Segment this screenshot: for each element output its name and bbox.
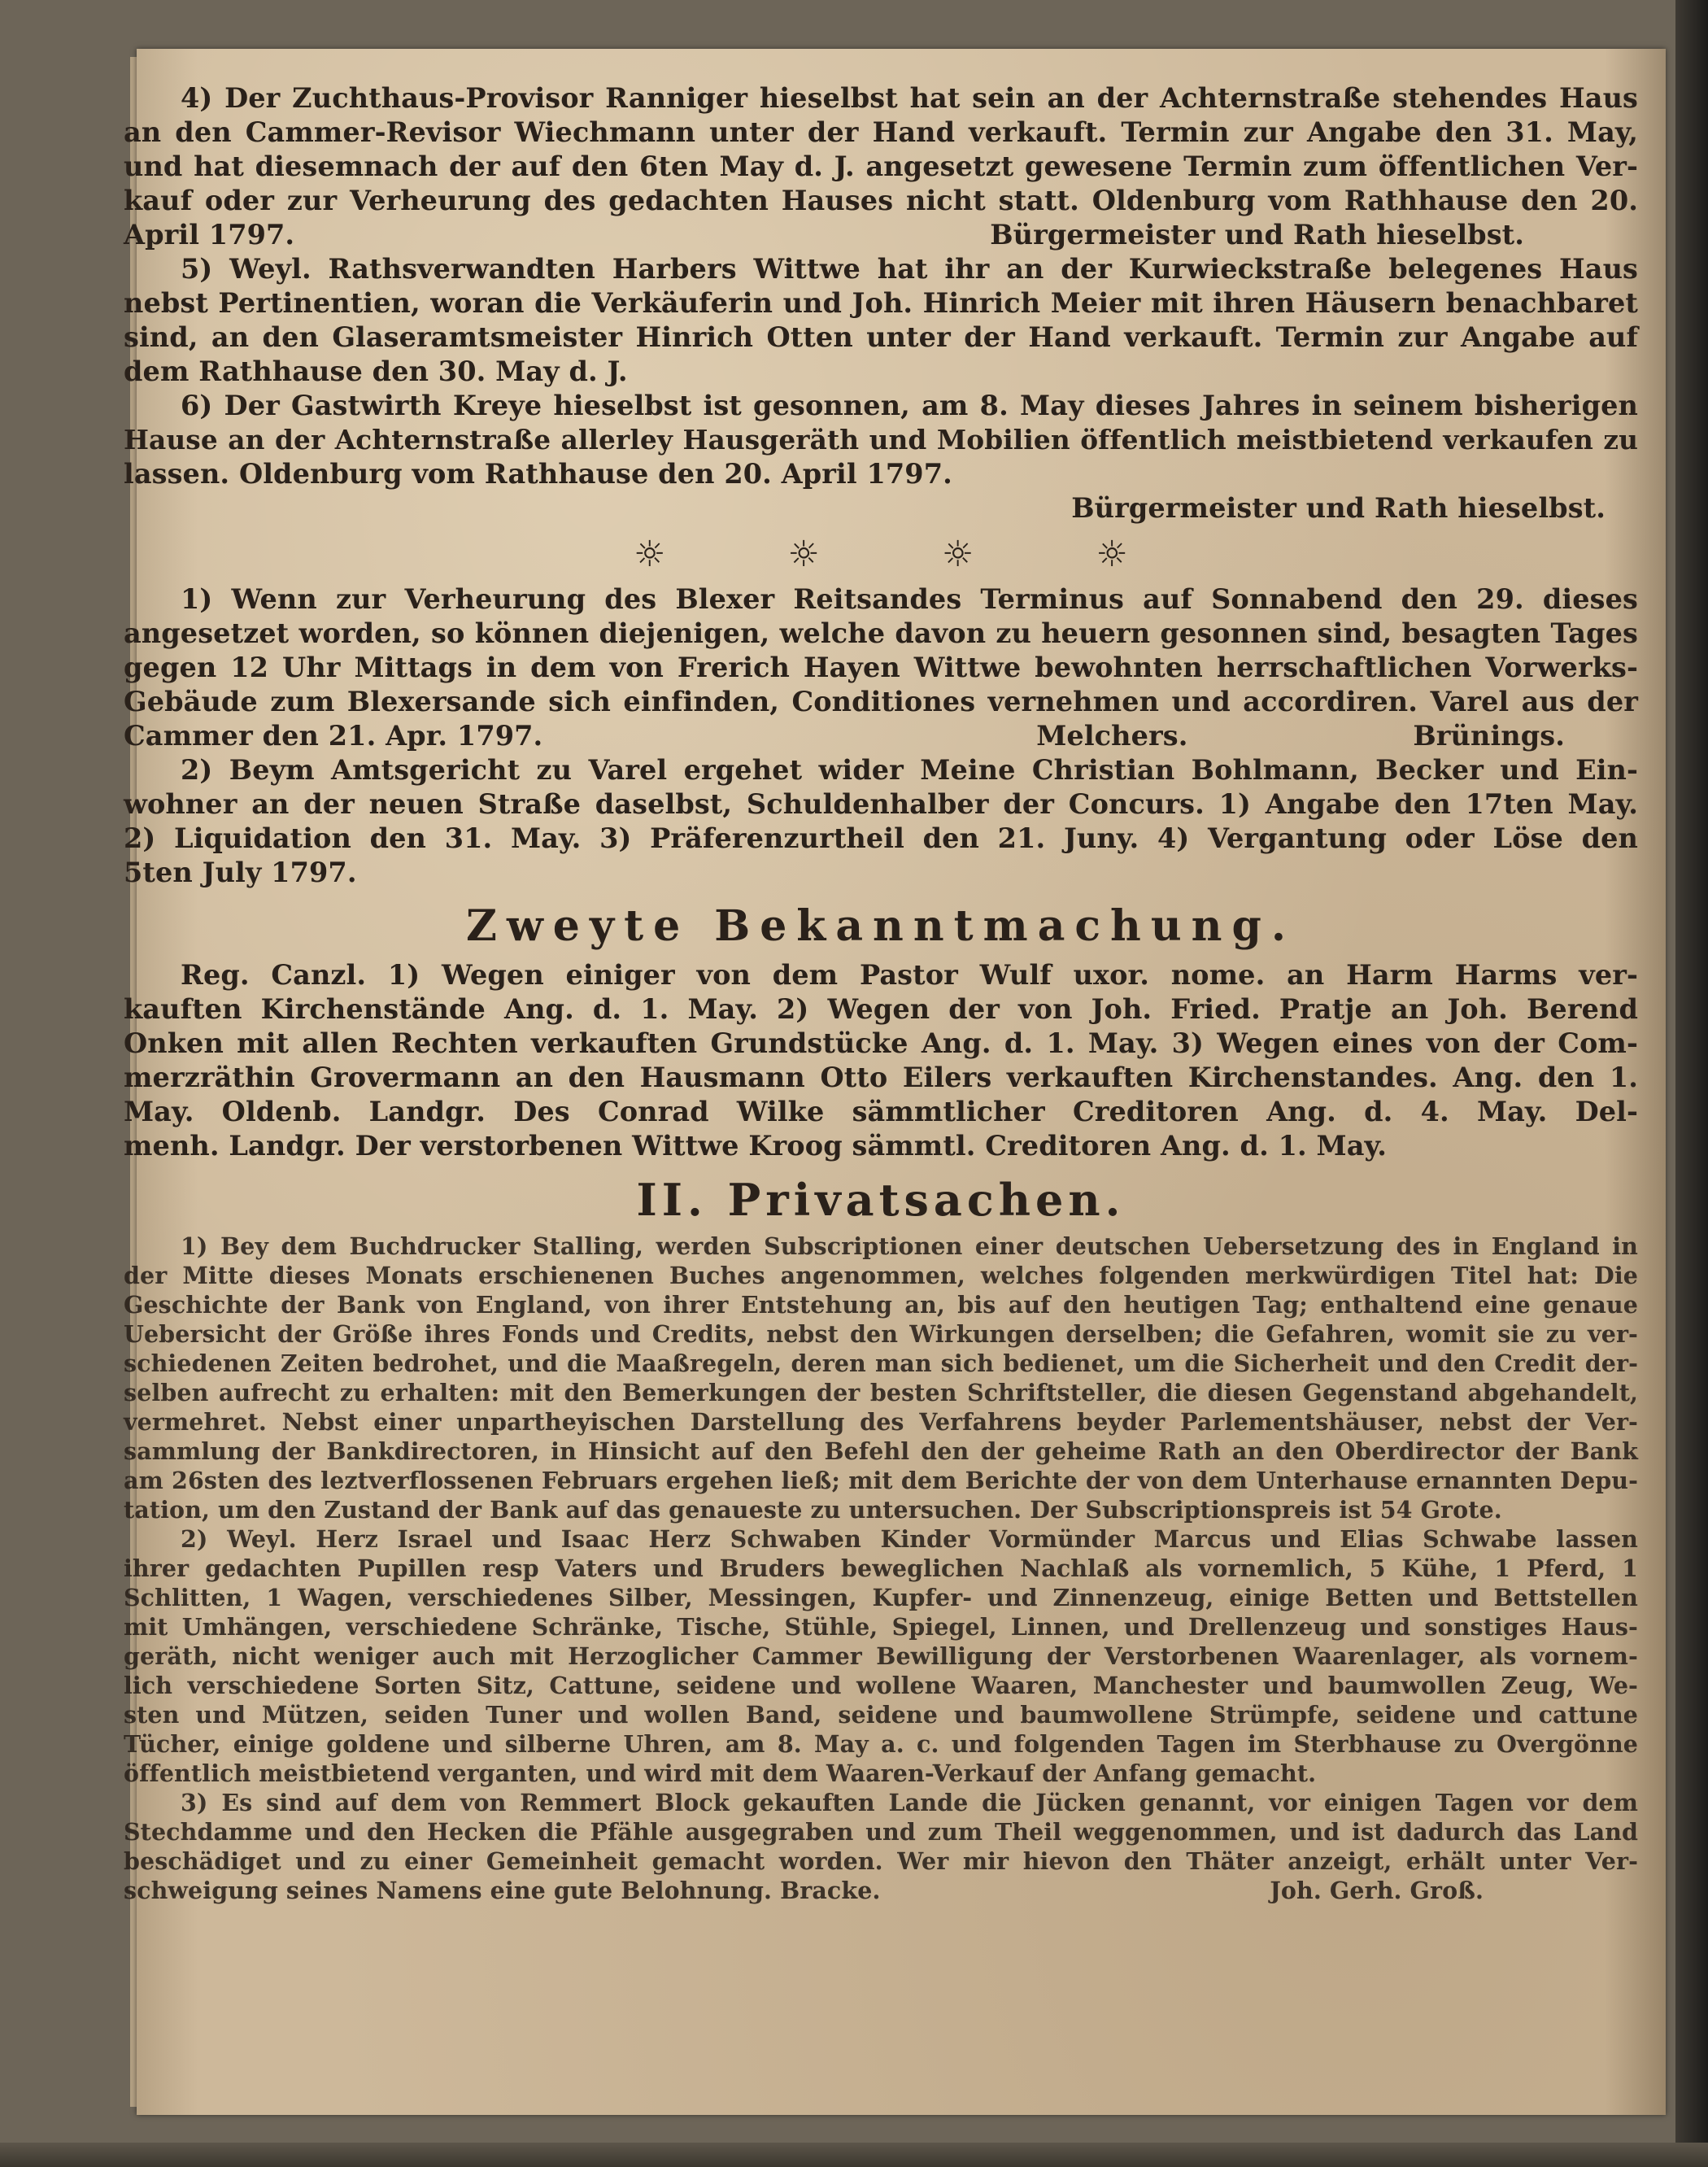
text-line: nebst Pertinentien, woran die Verkäuferin und Joh. Hinrich Meier mit ihren Häusern benachbaret: [124, 287, 1638, 319]
text-line: lich verschiedene Sorten Sitz, Cattune, seidene und wollene Waaren, Manchester und baumwollen Zeug, We-: [124, 1672, 1638, 1699]
varel-notice-1: [124, 582, 1638, 753]
varel-notice-2: [124, 753, 1638, 890]
notice-6: [124, 389, 1638, 525]
signature-text: Bürgermeister und Rath hieselbst.: [1071, 492, 1606, 524]
text-line: Hause an der Achternstraße allerley Hausgeräth und Mobilien öffentlich meistbietend verkaufen zu: [124, 424, 1638, 456]
text-line: schiedenen Zeiten bedrohet, und die Maaßregeln, deren man sich bedienet, um die Sicherheit und den Credit der-: [124, 1349, 1638, 1377]
sun-star-icon: ☼: [942, 534, 974, 575]
text-line: der Mitte dieses Monats erschienenen Buches angenommen, welches folgenden merkwürdigen Titel hat: Die: [124, 1262, 1638, 1289]
signature-line: [124, 1876, 1638, 1905]
text-line: 5) Weyl. Rathsverwandten Harbers Wittwe hat ihr an der Kurwieckstraße belegenes Haus: [181, 253, 1638, 285]
notice-5: [124, 252, 1638, 389]
text-line: 2) Beym Amtsgericht zu Varel ergehet wider Meine Christian Bohlmann, Becker und Ein-: [181, 754, 1638, 786]
text-line: Onken mit allen Rechten verkauften Grundstücke Ang. d. 1. May. 3) Wegen eines von der Com-: [124, 1027, 1638, 1059]
star-separator: [124, 530, 1638, 579]
text-line: menh. Landgr. Der verstorbenen Wittwe Kroog sämmtl. Creditoren Ang. d. 1. May.: [124, 1130, 1388, 1162]
text-line: Tücher, einige goldene und silberne Uhren, am 8. May a. c. und folgenden Tagen im Sterbhause zu Overgönne: [124, 1730, 1638, 1758]
text-line: an den Cammer-Revisor Wiechmann unter der Hand verkauft. Termin zur Angabe den 31. May,: [124, 116, 1638, 148]
text-line: gegen 12 Uhr Mittags in dem von Frerich Hayen Wittwe bewohnten herrschaftlichen Vorwerks-: [124, 652, 1638, 683]
text-line: geräth, nicht weniger auch mit Herzoglicher Cammer Bewilligung der Verstorbenen Waarenlager, als vornem-: [124, 1642, 1638, 1670]
text-line: Uebersicht der Größe ihres Fonds und Credits, nebst den Wirkungen derselben; die Gefahren, womit sie zu ver-: [124, 1320, 1638, 1348]
date-text: April 1797.: [124, 219, 295, 251]
text-line: öffentlich meistbietend verganten, und wird mit dem Waaren-Verkauf der Anfang gemacht.: [124, 1759, 1317, 1787]
text-line: lassen. Oldenburg vom Rathhause den 20. April 1797.: [124, 458, 952, 490]
signature-text: Bürgermeister und Rath hieselbst.: [990, 219, 1524, 251]
text-line: und hat diesemnach der auf den 6ten May d. J. angesetzt gewesene Termin zum öffentlichen Ver-: [124, 150, 1638, 182]
text-fragment: schweigung seines Namens eine gute Belohnung. Bracke.: [124, 1877, 881, 1904]
text-line: tation, um den Zustand der Bank auf das genaueste zu untersuchen. Der Subscriptionspreis ist 54 Grote.: [124, 1496, 1502, 1524]
section-heading: II. Privatsachen.: [636, 1174, 1126, 1226]
private-notice-2: [124, 1524, 1638, 1788]
text-line: Stechdamme und den Hecken die Pfähle ausgegraben und zum Theil weggenommen, und ist dadurch das Land: [124, 1818, 1638, 1846]
sun-star-icon: ☼: [787, 534, 820, 575]
private-notice-3: [124, 1788, 1638, 1905]
text-line: Reg. Canzl. 1) Wegen einiger von dem Pastor Wulf uxor. nome. an Harm Harms ver-: [181, 959, 1638, 991]
signature-line: [124, 719, 1638, 753]
text-line: kauften Kirchenstände Ang. d. 1. May. 2) Wegen der von Joh. Fried. Pratje an Joh. Berend: [124, 993, 1638, 1025]
text-line: sammlung der Bankdirectoren, in Hinsicht auf den Befehl den der geheime Rath an den Oberdirector der Bank: [124, 1437, 1638, 1465]
signature-line: [124, 218, 1638, 252]
text-line: 6) Der Gastwirth Kreye hieselbst ist gesonnen, am 8. May dieses Jahres in seinem bisherigen: [181, 390, 1638, 421]
scan-bottom-edge: [0, 2143, 1708, 2167]
text-line: May. Oldenb. Landgr. Des Conrad Wilke sämmtlicher Creditoren Ang. d. 4. May. Del-: [124, 1096, 1638, 1127]
text-line: Schlitten, 1 Wagen, verschiedenes Silber, Messingen, Kupfer- und Zinnenzeug, einige Betten und Bettstellen: [124, 1584, 1638, 1611]
page-text: [124, 81, 1638, 1905]
text-line: wohner an der neuen Straße daselbst, Schuldenhalber der Concurs. 1) Angabe den 17ten May.: [124, 788, 1638, 820]
section-heading: Zweyte Bekanntmachung.: [466, 901, 1296, 951]
text-line: 4) Der Zuchthaus-Provisor Ranniger hieselbst hat sein an der Achternstraße stehendes Haus: [181, 82, 1638, 114]
date-text: Cammer den 21. Apr. 1797.: [124, 720, 543, 752]
text-line: Gebäude zum Blexersande sich einfinden, Conditiones vernehmen und accordiren. Varel aus der: [124, 686, 1638, 717]
text-line: merzräthin Grovermann an den Hausmann Otto Eilers verkauften Kirchenstandes. Ang. den 1.: [124, 1062, 1638, 1093]
text-line: vermehret. Nebst einer unpartheyischen Darstellung des Verfahrens beyder Parlementshäuser, nebst der Ver-: [124, 1408, 1638, 1436]
text-line: sind, an den Glaseramtsmeister Hinrich Otten unter der Hand verkauft. Termin zur Angabe auf: [124, 321, 1638, 353]
text-line: sten und Mützen, seiden Tuner und wollen Band, seidene und baumwollene Strümpfe, seidene und cattune: [124, 1701, 1638, 1729]
signature-text: Brünings.: [1413, 720, 1565, 752]
sun-star-icon: ☼: [634, 534, 666, 575]
text-line: 1) Bey dem Buchdrucker Stalling, werden Subscriptionen einer deutschen Uebersetzung des in England in: [181, 1232, 1638, 1260]
signature-text: Joh. Gerh. Groß.: [1270, 1877, 1484, 1904]
private-notices: [124, 1232, 1638, 1905]
text-line: angesetzet worden, so können diejenigen, welche davon zu heuern gesonnen sind, besagten Tages: [124, 617, 1638, 649]
notice-4: [124, 81, 1638, 252]
text-line: am 26sten des leztverflossenen Februars ergehen ließ; mit dem Berichte der von dem Unterhause ernannten Depu-: [124, 1467, 1638, 1494]
book-binding-edge: [1675, 0, 1708, 2167]
text-line: 2) Weyl. Herz Israel und Isaac Herz Schwaben Kinder Vormünder Marcus und Elias Schwabe lassen: [181, 1525, 1638, 1553]
second-announcement: [124, 958, 1638, 1163]
text-line: 1) Wenn zur Verheurung des Blexer Reitsandes Terminus auf Sonnabend den 29. dieses: [181, 583, 1638, 615]
text-line: kauf oder zur Verheurung des gedachten Hauses nicht statt. Oldenburg vom Rathhause den 20.: [124, 185, 1638, 216]
signature-text: Melchers.: [1036, 720, 1188, 752]
text-line: 5ten July 1797.: [124, 857, 357, 888]
text-line: 2) Liquidation den 31. May. 3) Präferenzurtheil den 21. Juny. 4) Vergantung oder Löse den: [124, 822, 1638, 854]
private-notice-1: [124, 1232, 1638, 1524]
text-line: 3) Es sind auf dem von Remmert Block gekauften Lande die Jücken genannt, vor einigen Tagen vor dem: [181, 1789, 1638, 1816]
sun-star-icon: ☼: [1096, 534, 1128, 575]
text-line: ihrer gedachten Pupillen resp Vaters und Bruders beweglichen Nachlaß als vornemlich, 5 Kühe, 1 Pferd, 1: [124, 1554, 1638, 1582]
text-line: mit Umhängen, verschiedene Schränke, Tische, Stühle, Spiegel, Linnen, und Drellenzeug und sonstiges Haus-: [124, 1613, 1638, 1641]
text-line: Geschichte der Bank von England, von ihrer Entstehung an, bis auf den heutigen Tag; enthaltend eine genaue: [124, 1291, 1638, 1319]
text-line: beschädiget und zu einer Gemeinheit gemacht worden. Wer mir hievon den Thäter anzeigt, erhält unter Ver-: [124, 1847, 1638, 1875]
text-line: dem Rathhause den 30. May d. J.: [124, 355, 628, 387]
text-line: selben aufrecht zu erhalten: mit den Bemerkungen der besten Schriftsteller, die diesen Gegenstand abgehandelt,: [124, 1379, 1638, 1406]
